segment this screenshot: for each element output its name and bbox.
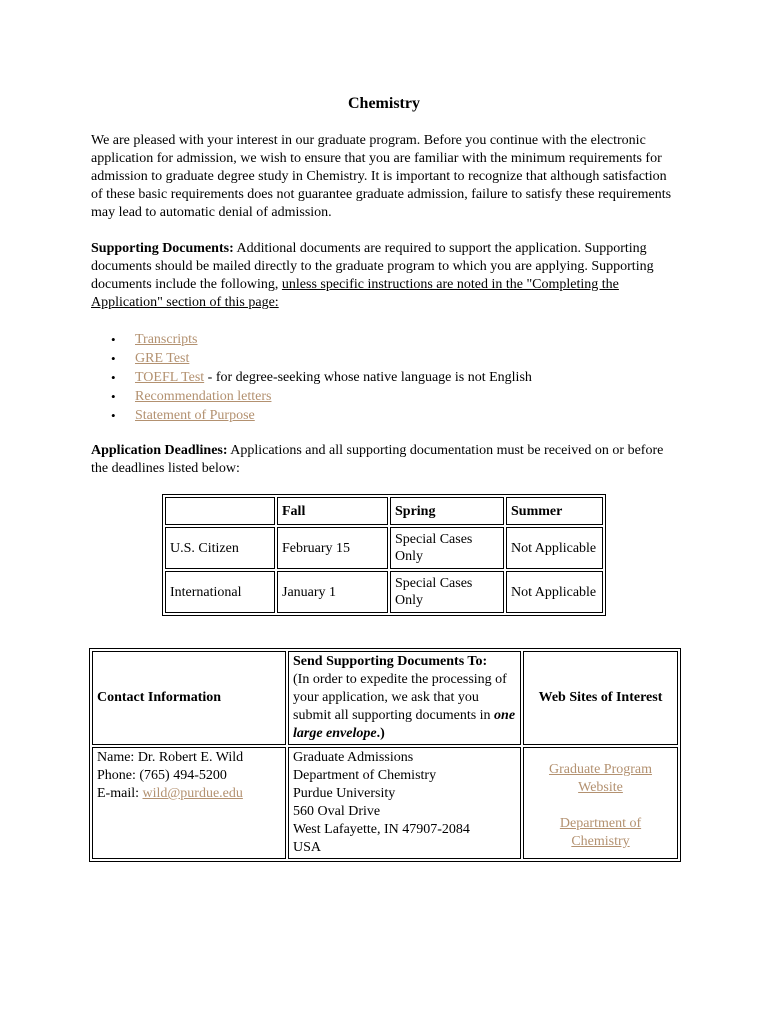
address-line: 560 Oval Drive	[293, 804, 381, 819]
table-cell: Not Applicable	[506, 527, 603, 569]
list-item	[91, 330, 676, 349]
send-documents-note-end: .)	[376, 726, 385, 741]
mailing-address-cell	[288, 747, 521, 859]
send-documents-header	[288, 651, 521, 745]
table-cell: January 1	[277, 571, 388, 613]
department-of-chemistry-link[interactable]: Department of Chemistry	[559, 816, 642, 849]
contact-email	[97, 785, 281, 803]
email-label: E-mail:	[97, 786, 143, 801]
statement-of-purpose-link[interactable]: Statement of Purpose	[135, 408, 255, 423]
recommendation-letters-link[interactable]: Recommendation letters	[135, 389, 272, 404]
toefl-test-link[interactable]: TOEFL Test	[135, 370, 205, 385]
send-documents-title: Send Supporting Documents To:	[293, 654, 488, 669]
deadlines-table	[162, 494, 606, 616]
table-row	[92, 747, 678, 859]
toefl-note: - for degree-seeking whose native language is not English	[204, 370, 532, 385]
envelope-emphasis: one large envelope	[293, 708, 516, 741]
table-cell: International	[165, 571, 275, 613]
address-line: USA	[293, 840, 322, 855]
table-header-fall: Fall	[277, 497, 388, 525]
table-row	[92, 651, 678, 745]
supporting-documents-list	[91, 330, 676, 425]
table-header-spring: Spring	[390, 497, 504, 525]
list-item	[91, 406, 676, 425]
deadlines-text: Applications and all supporting documentation must be received on or before the deadlines listed below:	[91, 443, 664, 476]
supporting-documents-paragraph	[91, 240, 676, 312]
page-title: Chemistry	[348, 95, 420, 112]
gre-test-link[interactable]: GRE Test	[135, 351, 190, 366]
intro-paragraph: We are pleased with your interest in our graduate program. Before you continue with the electronic application for admission, we wish to ensure that you are familiar with the minimum requirements for admission to graduate degree study in Chemistry. It is important to recognize that although satisfaction of these basic requirements does not guarantee graduate admission, failure to satisfy these requirements may lead to automatic denial of admission.	[91, 133, 672, 220]
table-header-cell	[165, 497, 275, 525]
table-cell: February 15	[277, 527, 388, 569]
table-cell: Special Cases Only	[390, 571, 504, 613]
table-cell: U.S. Citizen	[165, 527, 275, 569]
contact-table	[89, 648, 681, 862]
table-cell: Not Applicable	[506, 571, 603, 613]
contact-information-header: Contact Information	[92, 651, 286, 745]
supporting-documents-label: Supporting Documents:	[91, 241, 234, 256]
list-item	[91, 387, 676, 406]
table-cell: Special Cases Only	[390, 527, 504, 569]
web-sites-cell	[523, 747, 678, 859]
supporting-documents-text: Additional documents are required to support the application. Supporting documents should be mailed directly to the graduate program to which you are applying. Supporting documents include the following,	[91, 241, 654, 292]
contact-name: Name: Dr. Robert E. Wild	[97, 750, 244, 765]
deadlines-paragraph	[91, 442, 676, 478]
web-sites-header: Web Sites of Interest	[523, 651, 678, 745]
email-link[interactable]: wild@purdue.edu	[142, 786, 243, 801]
transcripts-link[interactable]: Transcripts	[135, 332, 198, 347]
address-line: Graduate Admissions	[293, 750, 414, 765]
send-documents-note: (In order to expedite the processing of your application, we ask that you submit all supporting documents in	[293, 672, 507, 723]
table-row	[165, 527, 603, 569]
contact-phone: Phone: (765) 494-5200	[97, 768, 227, 783]
table-header-summer: Summer	[506, 497, 603, 525]
address-line: Purdue University	[293, 786, 396, 801]
list-item	[91, 349, 676, 368]
table-row	[165, 497, 603, 525]
deadlines-label: Application Deadlines:	[91, 443, 228, 458]
address-line: Department of Chemistry	[293, 768, 437, 783]
supporting-documents-note: unless specific instructions are noted in the "Completing the Application" section of this page:	[91, 277, 619, 310]
contact-details-cell	[92, 747, 286, 859]
list-item	[91, 368, 676, 387]
address-line: West Lafayette, IN 47907-2084	[293, 822, 470, 837]
graduate-program-website-link[interactable]: Graduate Program Website	[548, 762, 653, 795]
table-row	[165, 571, 603, 613]
